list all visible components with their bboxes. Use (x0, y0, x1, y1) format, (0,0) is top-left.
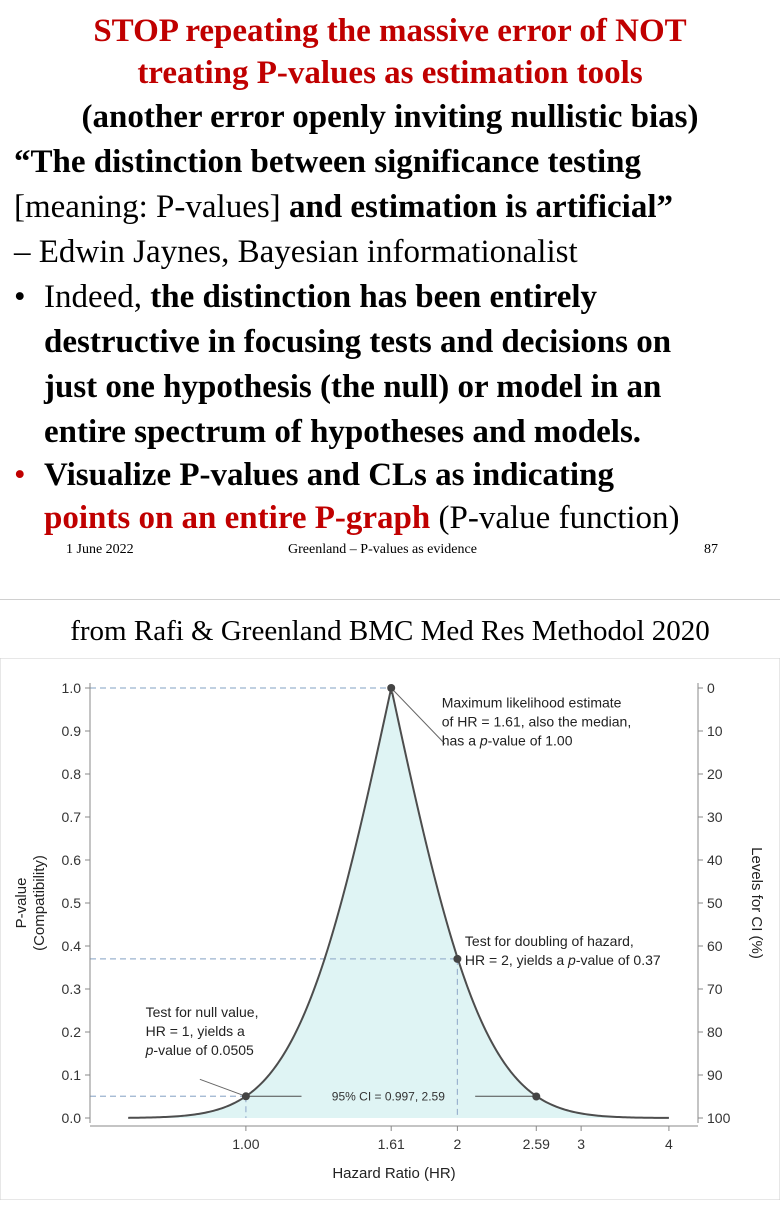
right-tick-label: 40 (707, 852, 723, 868)
bullet2-line2-bold: points on an entire P-graph (44, 500, 431, 536)
italic-p: p (145, 1041, 154, 1058)
y-tick-label: 0.5 (61, 895, 81, 911)
italic-p: p (479, 732, 488, 749)
y-tick-label: 0.1 (61, 1067, 81, 1083)
right-tick-label: 80 (707, 1024, 723, 1040)
chart-svg (0, 658, 780, 1200)
text-part: HR = 2, yields a (464, 952, 569, 968)
data-point (387, 684, 395, 692)
x-tick-label: 1.61 (377, 1136, 405, 1152)
slide-title-line1: STOP repeating the massive error of NOT (93, 13, 687, 49)
right-tick-label: 90 (707, 1067, 723, 1083)
bullet1-line2: destructive in focusing tests and decisions on (44, 324, 672, 360)
slide (0, 0, 780, 600)
y-tick-label: 0.6 (61, 852, 81, 868)
right-tick-label: 20 (707, 766, 723, 782)
text-part: -value of 0.37 (575, 952, 661, 968)
annotation-mle-line2: of HR = 1.61, also the median, (441, 713, 632, 730)
text-part: -value of 1.00 (487, 732, 573, 749)
y-tick-label: 1.0 (61, 680, 81, 696)
bullet1-line1-normal: Indeed, (44, 279, 143, 315)
right-tick-label: 70 (707, 981, 723, 997)
annotation-doubling-line1: Test for doubling of hazard, (464, 933, 634, 949)
right-tick-label: 100 (707, 1110, 731, 1126)
x-tick-label: 2.59 (522, 1136, 550, 1152)
right-tick-label: 60 (707, 938, 723, 954)
y-tick-label: 0.4 (61, 938, 81, 954)
y-tick-label: 0.0 (61, 1110, 81, 1126)
x-tick-label: 2 (453, 1136, 462, 1152)
bullet1-line1-bold: the distinction has been entirely (150, 279, 598, 315)
bullet1-line1 (44, 278, 597, 316)
quote-line2 (14, 188, 673, 226)
footer-date: 1 June 2022 (66, 542, 134, 557)
bullet2-line1: Visualize P-values and CLs as indicating (44, 457, 614, 493)
bullet-marker-1: • (14, 279, 26, 315)
x-tick-label: 4 (665, 1136, 673, 1152)
y-axis-title-line1: P-value (13, 877, 30, 929)
x-axis-title: Hazard Ratio (HR) (332, 1165, 456, 1182)
bullet-marker-2: • (14, 457, 26, 493)
x-tick-label: 1.00 (232, 1136, 260, 1152)
bullet1-line3: just one hypothesis (the null) or model in an (44, 369, 662, 405)
source-caption: from Rafi & Greenland BMC Med Res Methodol 2020 (70, 615, 710, 647)
p-value-function-chart (0, 658, 780, 1200)
quote-line1: “The distinction between significance testing (14, 144, 641, 180)
annotation-null-line1: Test for null value, (145, 1003, 259, 1020)
italic-p: p (568, 952, 576, 968)
annotation-null-line3 (145, 1042, 254, 1058)
annotation-mle-line3 (442, 732, 573, 748)
y-axis-title-line2: (Compatibility) (31, 855, 48, 951)
slide-subtitle: (another error openly inviting nullistic bias) (81, 99, 699, 135)
y-tick-label: 0.9 (61, 723, 81, 739)
right-tick-label: 0 (707, 680, 715, 696)
data-point (532, 1093, 540, 1101)
ci-label: 95% CI = 0.997, 2.59 (331, 1089, 445, 1104)
y-tick-label: 0.2 (61, 1024, 81, 1040)
y-tick-label: 0.7 (61, 809, 81, 825)
bullet2-line2-normal: (P-value function) (438, 500, 680, 536)
annotation-null-line2: HR = 1, yields a (145, 1022, 245, 1039)
annotation-mle-line1: Maximum likelihood estimate (441, 694, 622, 711)
right-axis-title: Levels for CI (%) (748, 847, 765, 959)
quote-line2-normal: [meaning: P-values] (14, 189, 281, 225)
right-tick-label: 30 (707, 809, 723, 825)
quote-attribution: – Edwin Jaynes, Bayesian informationalist (14, 234, 578, 270)
data-point (242, 1092, 250, 1100)
section-divider (0, 599, 780, 600)
text-part: -value of 0.0505 (153, 1041, 254, 1058)
x-tick-label: 3 (577, 1136, 586, 1152)
bullet2-line2 (44, 499, 680, 537)
annotation-doubling-line2 (465, 952, 661, 968)
right-tick-label: 10 (707, 723, 723, 739)
y-tick-label: 0.8 (61, 766, 81, 782)
footer-page-number: 87 (704, 542, 718, 557)
slide-title-line2: treating P-values as estimation tools (137, 55, 643, 91)
footer-title: Greenland – P-values as evidence (288, 542, 477, 557)
quote-line2-bold: and estimation is artificial” (288, 189, 673, 225)
text-part: has a (441, 732, 480, 749)
right-tick-label: 50 (707, 895, 723, 911)
bullet1-line4: entire spectrum of hypotheses and models. (44, 414, 642, 450)
data-point (453, 955, 461, 963)
y-tick-label: 0.3 (61, 981, 81, 997)
